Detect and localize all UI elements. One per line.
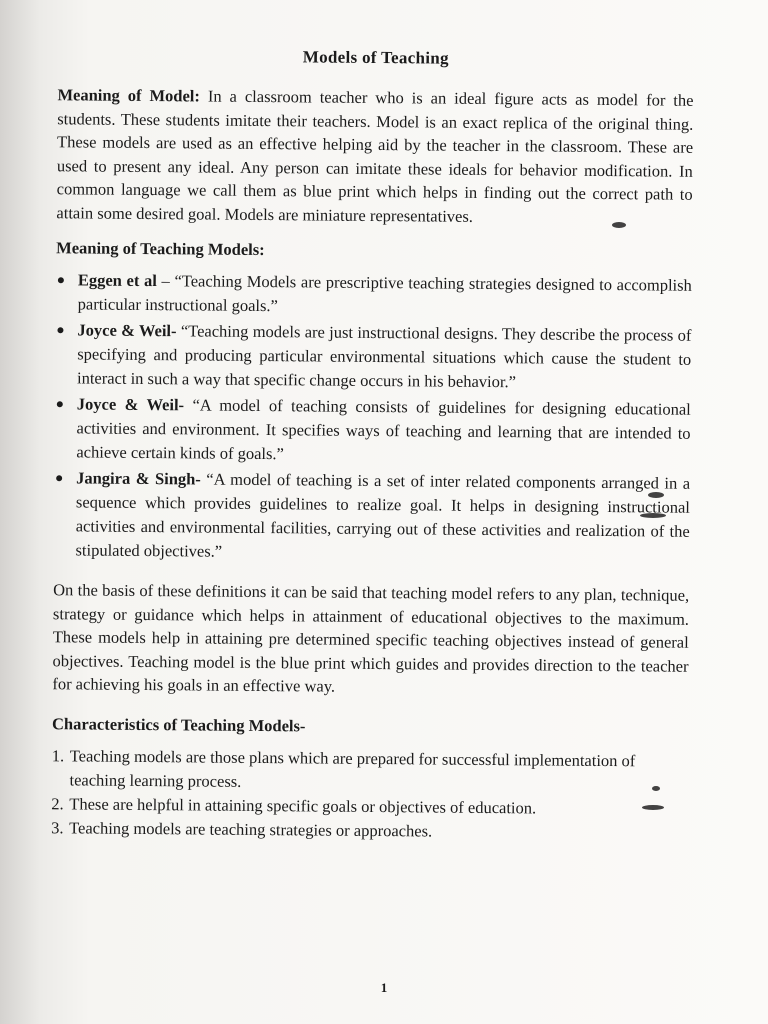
- summary-paragraph: On the basis of these definitions it can be said that teaching model refers to any plan, technique, strategy or guidance which helps in attainment of educational objectives to the maximum. These models help in attaining pre determined specific teaching objectives instead of general objectives. Teaching model is the blue print which guides and provides direction to the teacher for achieving his goals in an effective way.: [52, 580, 690, 696]
- definition-item: [78, 268, 692, 321]
- bullet-icon: [58, 277, 64, 283]
- characteristic-text: Teaching models are teaching strategies or approaches.: [69, 817, 433, 841]
- definition-item: [75, 466, 690, 567]
- bullet-icon: [57, 401, 63, 407]
- definition-author: Eggen et al: [77, 270, 158, 291]
- characteristics-list: [51, 744, 688, 846]
- definition-author: Joyce & Weil-: [76, 394, 185, 415]
- characteristic-text: These are helpful in attaining specific goals or objectives of education.: [69, 793, 537, 817]
- meaning-of-model-text: In a classroom teacher who is an ideal figure acts as model for the students. These students imitate their teachers. Model is an exact replica of the original thing. These models are used as an effective helping aid by the teacher in the classroom. These are used to present any ideal. Any person can imitate these ideals for behavior modification. In common language we call them as blue print which helps in finding out the correct path to attain some desired goal. Models are miniature representatives.: [56, 86, 694, 226]
- definitions-list: [53, 268, 692, 568]
- item-number: 3.: [51, 817, 64, 837]
- section-heading-characteristics: Characteristics of Teaching Models-: [51, 713, 306, 735]
- definition-item: [76, 392, 691, 469]
- bullet-icon: [56, 475, 62, 481]
- characteristic-item: [51, 744, 687, 797]
- page-title: Models of Teaching: [302, 47, 449, 68]
- item-number: 2.: [51, 793, 64, 813]
- definition-author: Jangira & Singh-: [76, 468, 201, 489]
- definition-text: “Teaching models are just instructional designs. They describe the process of specifying and producing particular environmental situations which cause the student to interact in such a way that specific change occurs in his behavior.”: [76, 321, 692, 392]
- definition-text: “A model of teaching consists of guidelines for designing educational activities and environment. It specifies ways of teaching and learning that are intended to achieve certain kinds of goals.”: [76, 395, 691, 464]
- characteristic-text: Teaching models are those plans which are prepared for successful implementation of teaching learning process.: [69, 745, 636, 791]
- meaning-of-model-paragraph: [56, 83, 693, 230]
- meaning-of-model-label: Meaning of Model:: [57, 85, 201, 106]
- section-heading-meaning-of-teaching-models: Meaning of Teaching Models:: [56, 238, 265, 260]
- page-number: 1: [380, 980, 388, 995]
- definition-text: “A model of teaching is a set of inter related components arranged in a sequence which provides guidelines to realize goal. It helps in designing instructional activities and environmental facilities, carrying out of these activities and realization of the stipulated objectives.”: [75, 469, 691, 561]
- definition-text: – “Teaching Models are prescriptive teaching strategies designed to accomplish particular instructional goals.”: [77, 271, 692, 316]
- page-content: [51, 37, 694, 845]
- item-number: 1.: [51, 745, 65, 765]
- definition-author: Joyce & Weil-: [77, 320, 177, 341]
- bullet-icon: [57, 327, 63, 333]
- characteristic-item: [51, 816, 687, 845]
- definition-item: [77, 318, 692, 395]
